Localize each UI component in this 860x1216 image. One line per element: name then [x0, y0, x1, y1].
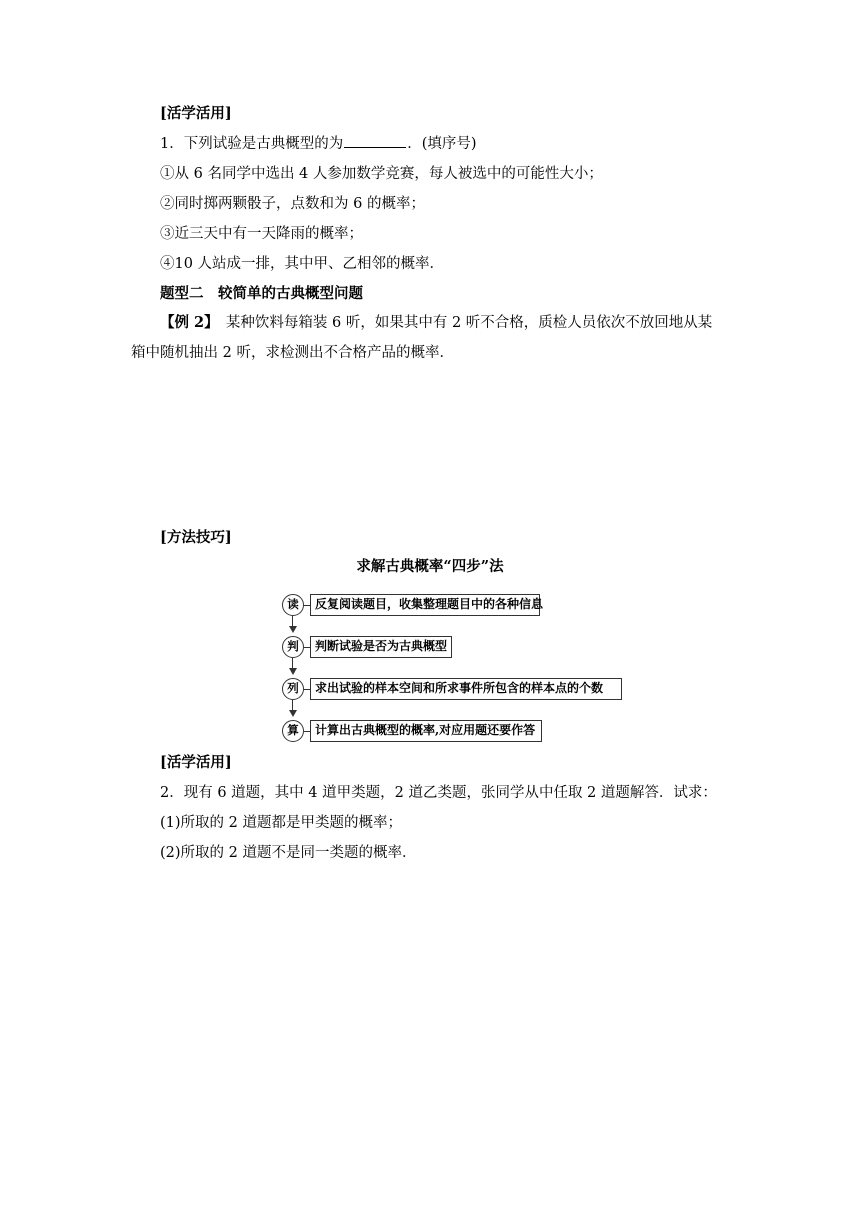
question-2: 2．现有 6 道题，其中 4 道甲类题，2 道乙类题，张同学从中任取 2 道题解答．试求： — [160, 785, 717, 801]
flow-arrow-1 — [289, 626, 297, 633]
option-2: ②同时掷两颗骰子，点数和为 6 的概率； — [160, 196, 425, 212]
flow-title: 求解古典概率“四步”法 — [356, 558, 504, 575]
question-1 — [160, 134, 477, 154]
example-2-line-1 — [160, 313, 712, 333]
section-heading-practice-2: [活学活用] — [160, 754, 232, 771]
question-2-part-2: (2)所取的 2 道题不是同一类题的概率． — [160, 845, 417, 861]
flow-step-4-box: 计算出古典概型的概率,对应用题还要作答 — [310, 720, 542, 742]
flow-step-2-circle: 判 — [282, 636, 304, 658]
answer-blank[interactable] — [344, 135, 406, 148]
flow-arrow-2 — [289, 668, 297, 675]
flow-step-1-circle: 读 — [282, 594, 304, 616]
example-label: 【例 2】 — [160, 314, 212, 331]
example-text-1: 某种饮料每箱装 6 听，如果其中有 2 听不合格，质检人员依次不放回地从某 — [211, 315, 713, 331]
section-heading-practice-1: [活学活用] — [160, 105, 232, 122]
flow-step-1-box: 反复阅读题目，收集整理题目中的各种信息 — [310, 594, 540, 616]
flow-step-2-box: 判断试验是否为古典概型 — [310, 636, 452, 658]
question-1-prefix: 1．下列试验是古典概型的为 — [160, 136, 344, 152]
example-2-line-2: 箱中随机抽出 2 听，求检测出不合格产品的概率． — [131, 345, 454, 361]
section-heading-method: [方法技巧] — [160, 529, 232, 546]
type-heading: 题型二 较简单的古典概型问题 — [160, 285, 363, 302]
flow-step-3-circle: 列 — [282, 678, 304, 700]
flow-step-4-circle: 算 — [282, 720, 304, 742]
question-2-part-1: (1)所取的 2 道题都是甲类题的概率； — [160, 815, 402, 831]
option-4: ④10 人站成一排，其中甲、乙相邻的概率． — [160, 256, 445, 272]
question-1-suffix: ．(填序号) — [407, 136, 477, 152]
flow-arrow-3 — [289, 710, 297, 717]
option-3: ③近三天中有一天降雨的概率； — [160, 226, 363, 242]
flow-step-3-box: 求出试验的样本空间和所求事件所包含的样本点的个数 — [310, 678, 622, 700]
option-1: ①从 6 名同学中选出 4 人参加数学竞赛，每人被选中的可能性大小； — [160, 166, 603, 182]
